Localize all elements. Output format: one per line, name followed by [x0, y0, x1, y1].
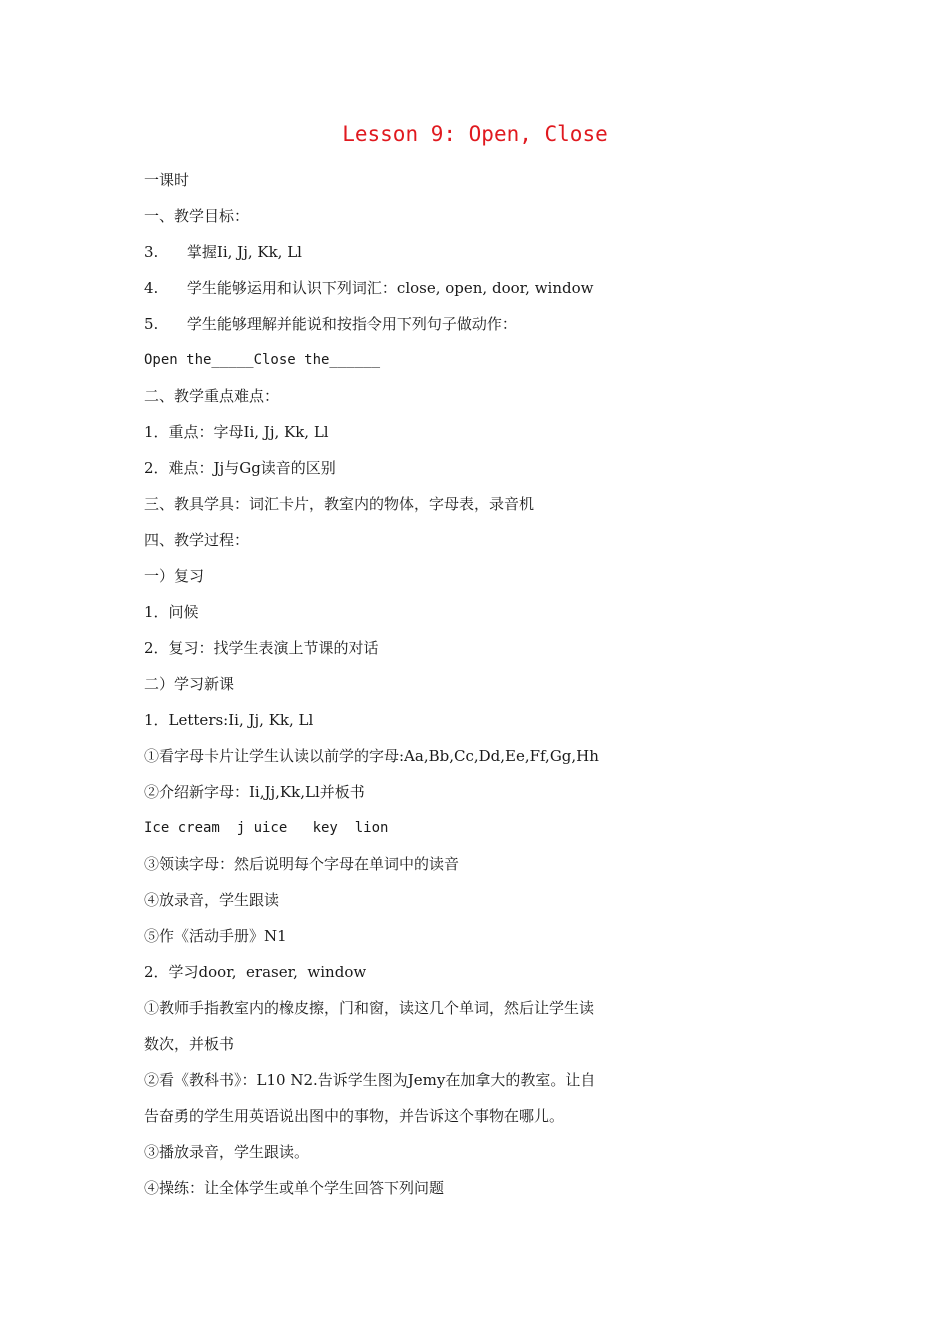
text-line: ③播放录音，学生跟读。 [144, 1143, 310, 1161]
lesson-title: Lesson 9: Open, Close [342, 122, 608, 146]
text-line: ④放录音，学生跟读 [144, 891, 280, 909]
text-line: ③领读字母：然后说明每个字母在单词中的读音 [144, 855, 460, 873]
text-line: ②看《教科书》：L10 N2.告诉学生图为Jemy在加拿大的教室。让自 [144, 1071, 596, 1089]
text-line: 2．学习door, eraser, window [144, 963, 367, 981]
text-line: Ice cream j uice key lion [144, 820, 389, 836]
text-line: 2．难点：Jj与Gg读音的区别 [144, 459, 336, 477]
text-line: 四、教学过程： [144, 531, 250, 549]
text-line: 5. 学生能够理解并能说和按指令用下列句子做动作： [144, 315, 517, 333]
text-line: 2．复习：找学生表演上节课的对话 [144, 639, 379, 657]
text-line: 二）学习新课 [144, 675, 235, 693]
lesson-body [144, 162, 664, 1206]
text-line: 三、教具学具：词汇卡片，教室内的物体，字母表，录音机 [144, 495, 535, 513]
text-line: 1．重点：字母Ii, Jj, Kk, Ll [144, 423, 329, 441]
text-line: 告奋勇的学生用英语说出图中的事物，并告诉这个事物在哪儿。 [144, 1107, 565, 1125]
text-line: ①看字母卡片让学生认读以前学的字母:Aa,Bb,Cc,Dd,Ee,Ff,Gg,Hh [144, 747, 599, 765]
text-line: 二、教学重点难点： [144, 387, 280, 405]
text-line: ②介绍新字母：Ii,Jj,Kk,Ll并板书 [144, 783, 365, 801]
text-line: ⑤作《活动手册》N1 [144, 927, 287, 945]
text-line: 3. 掌握Ii, Jj, Kk, Ll [144, 243, 302, 261]
text-line: 1．问候 [144, 603, 199, 621]
text-line: 数次，并板书 [144, 1035, 235, 1053]
text-line: 一、教学目标： [144, 207, 250, 225]
text-line: ④操练：让全体学生或单个学生回答下列问题 [144, 1179, 445, 1197]
text-line: ①教师手指教室内的橡皮擦，门和窗，读这几个单词，然后让学生读 [144, 999, 595, 1017]
text-line: 一）复习 [144, 567, 205, 585]
text-line: 4. 学生能够运用和认识下列词汇：close, open, door, window [144, 279, 594, 297]
text-line: 一课时 [144, 171, 190, 189]
text-line: Open the_____Close the______ [144, 352, 381, 368]
text-line: 1．Letters:Ii, Jj, Kk, Ll [144, 711, 314, 729]
